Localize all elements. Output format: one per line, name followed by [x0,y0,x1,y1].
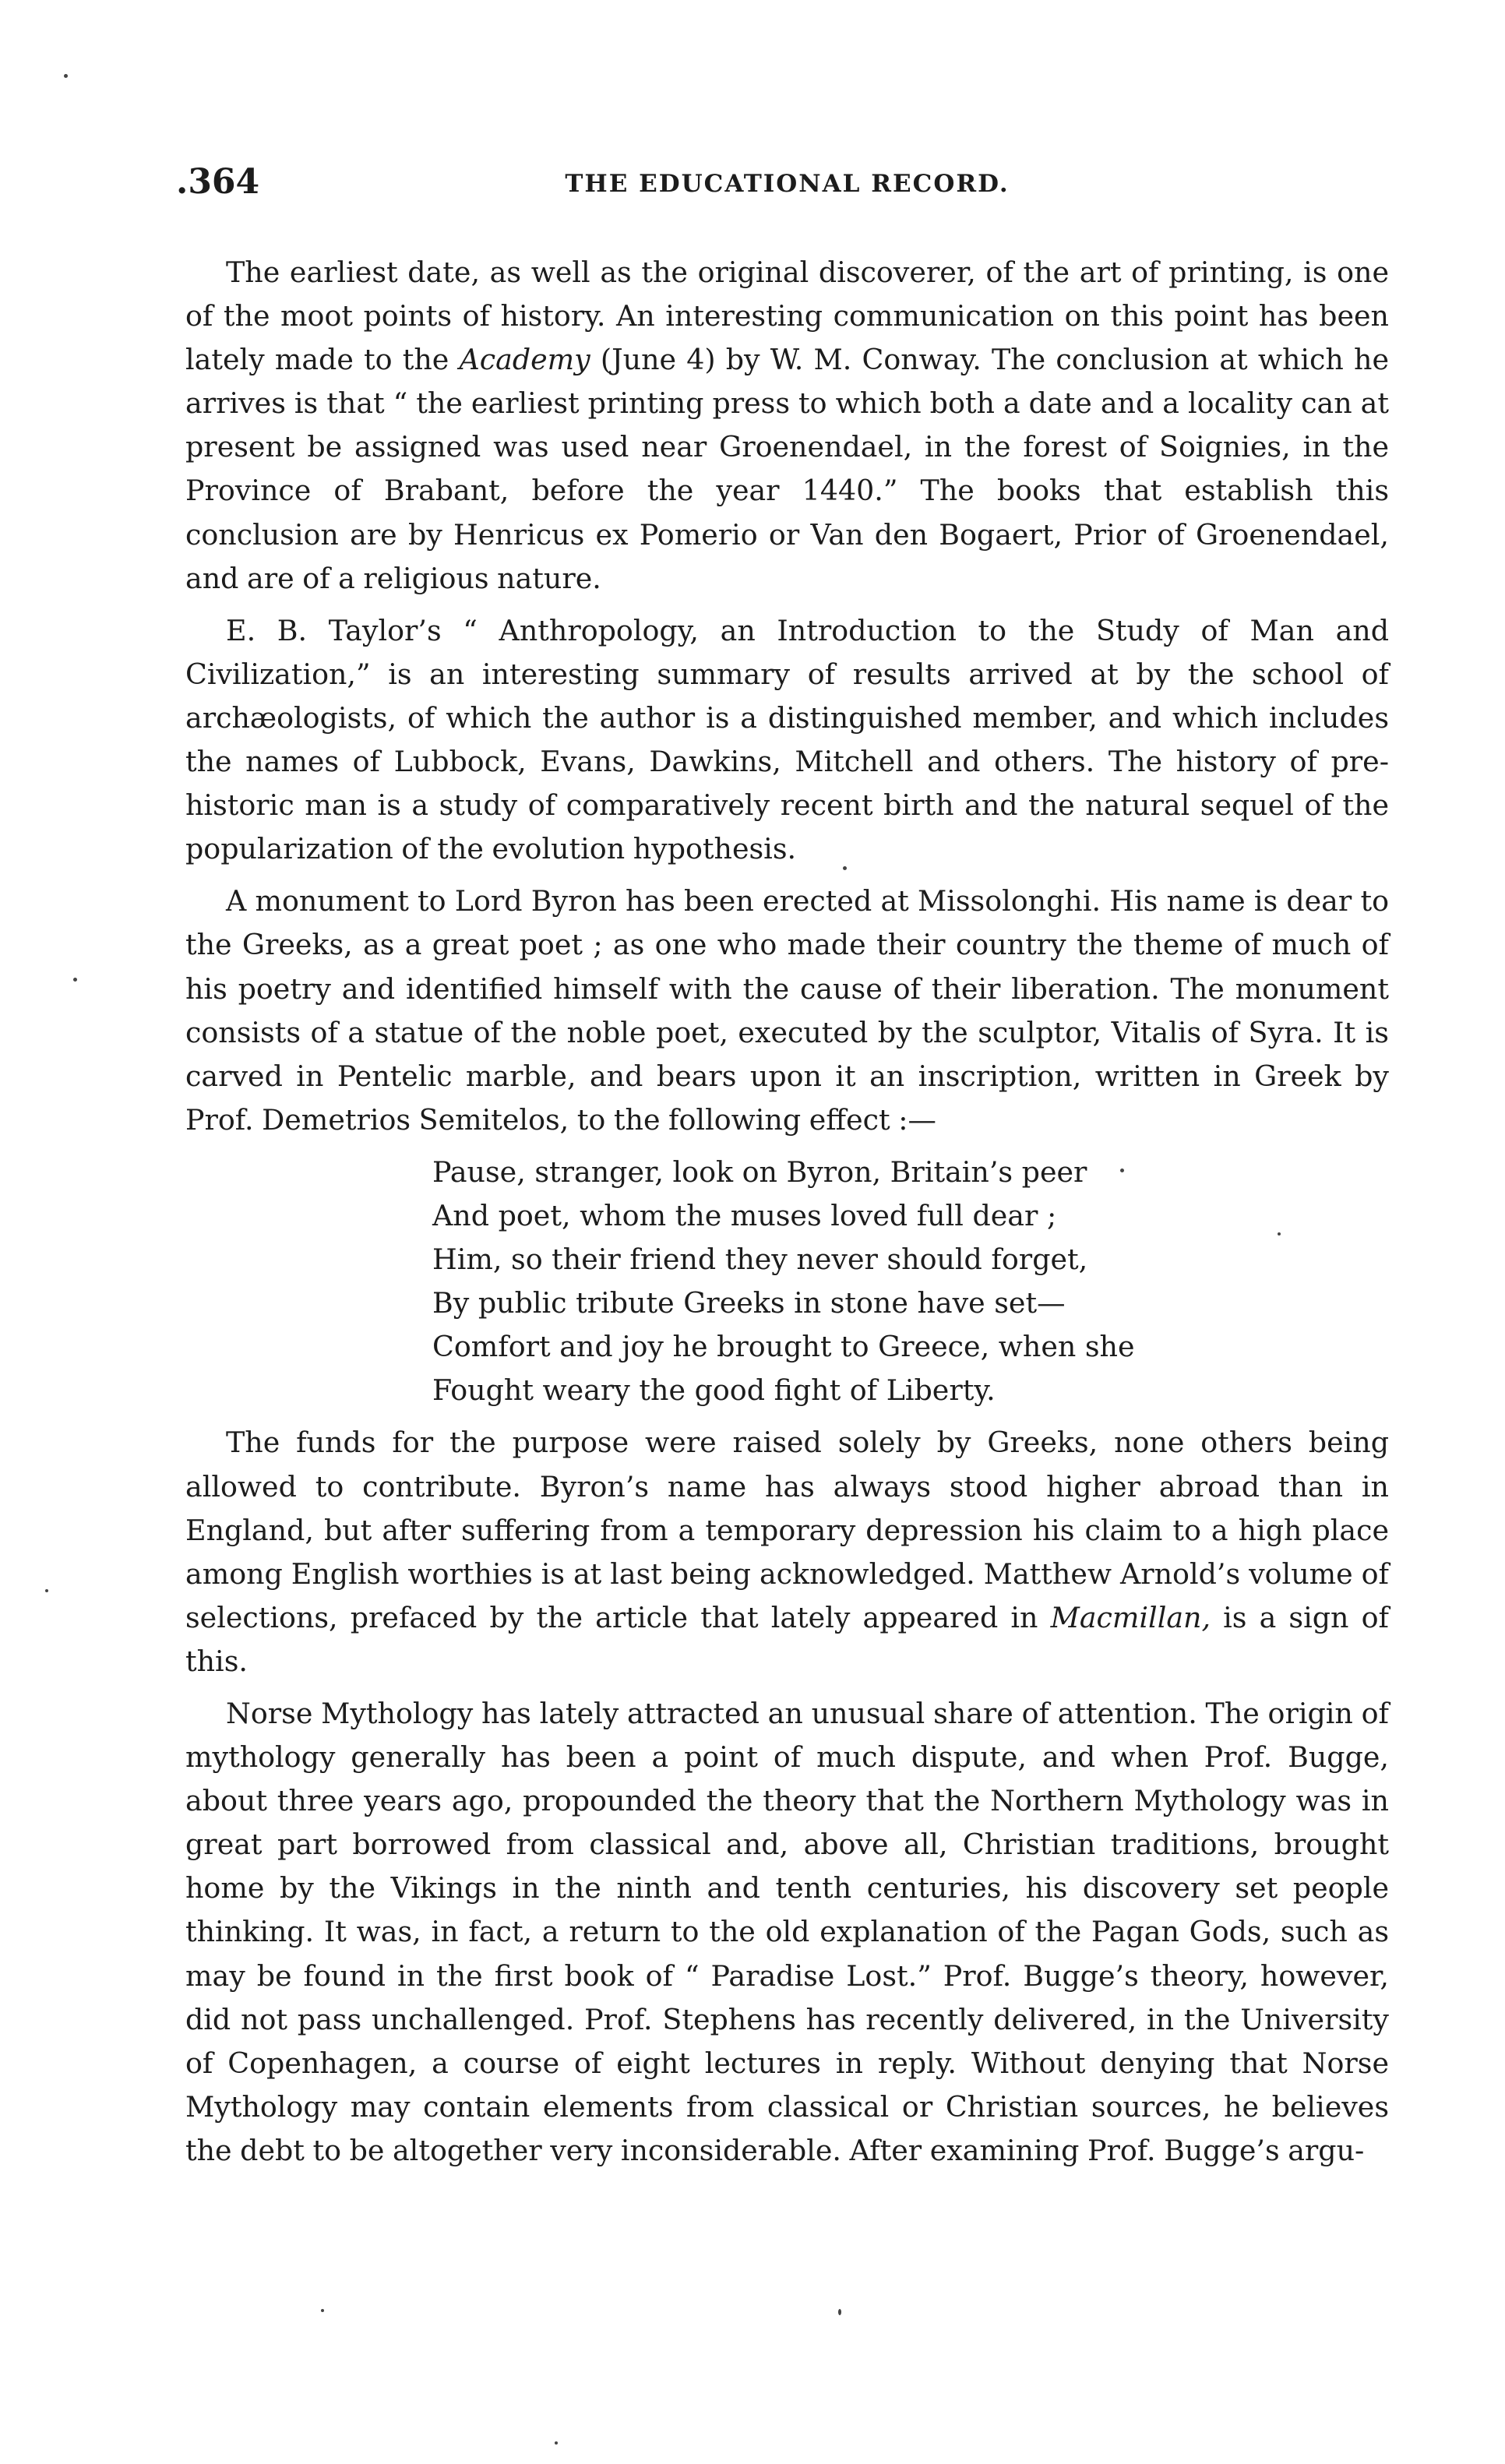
scan-speck [64,74,68,78]
paragraph-text: The earliest date, as well as the original discoverer, of the art of printing, is one of the moot points of history. An interesting communication on this point has been lately made to the [185,256,1389,377]
paragraph-anthropology: E. B. Taylor’s “ Anthropology, an Introduction to the Study of Man and Civilization,” is an interesting summary of results arrived at by the school of archæologists, of which the author is a distinguished member, and which includes the names of Lubbock, Evans, Dawkins, Mitchell and others. The history of pre-historic man is a study of comparatively recent birth and the natural sequel of the popularization of the evolution hypothesis. [185,613,1389,866]
page [176,162,1389,2173]
scan-speck [45,1589,48,1592]
italic-journal-title: Macmillan, [1050,1600,1211,1634]
paragraph-text: The funds for the purpose were raised solely by Greeks, none others being allowed to contribute. Byron’s name has always stood higher abroad than in England, but after suffering from a temporary depression his claim to a high place among English worthies is at last being acknowledged. Matthew Arnold’s volume of selections, prefaced by the article that lately appeared in [185,1426,1389,1634]
running-head: THE EDUCATIONAL RECORD. [565,170,1010,198]
paragraph-norse-mythology: Norse Mythology has lately attracted an unusual share of attention. The origin of mythology generally has been a point of much dispute, and when Prof. Bugge, about three years ago, propounded the theory that the Northern Mythology was in great part borrowed from classical and, above all, Christian traditions, brought home by the Vikings in the ninth and tenth centuries, his discovery set people thinking. It was, in fact, a return to the old explanation of the Pagan Gods, such as may be found in the first book of “ Paradise Lost.” Prof. Bugge’s theory, however, did not pass unchallenged. Prof. Stephens has recently delivered, in the University of Copenhagen, a course of eight lectures in reply. Without denying that Norse Mythology may contain elements from classical or Christian sources, he believes the debt to be altogether very inconsiderable. After examining Prof. Bugge’s argu- [185,1697,1389,2167]
scan-speck [73,978,77,982]
paragraph-byron-monument: A monument to Lord Byron has been erected at Missolonghi. His name is dear to the Greeks, as a great poet ; as one who made their country the theme of much of his poetry and identified himself with the cause of their liberation. The monument consists of a statue of the noble poet, executed by the sculptor, Vitalis of Syra. It is carved in Pentelic marble, and bears upon it an inscription, written in Greek by Prof. Demetrios Semitelos, to the following effect :— [185,884,1389,1137]
scan-speck [1120,1169,1124,1172]
paragraph-funds [185,1421,1389,1683]
poem-line: Him, so their friend they never should forget, [432,1243,1088,1277]
poem-line: By public tribute Greeks in stone have set— [432,1286,1066,1320]
poem-line: And poet, whom the muses loved full dear ; [432,1198,1057,1232]
scan-speck [555,2441,558,2445]
poem-line: Comfort and joy he brought to Greece, when she [432,1330,1135,1364]
scan-speck [321,2309,324,2312]
scan-speck [843,866,847,870]
scan-speck [838,2309,841,2315]
paragraph-text: (June 4) by W. M. Conway. The conclusion at which he arrives is that “ the earliest printing press to which both a date and a locality can at present be assigned was used near Groenendael, in the forest of Soignies, in the Province of Brabant, before the year 1440.” The books that establish this conclusion are by Henricus ex Pomerio or Van den Bogaert, Prior of Groenendael, and are of a religious nature. [185,343,1389,595]
paragraph-text: is a sign of this. [185,1600,1389,1678]
page-header [176,162,1389,217]
inscription-poem [432,1151,1389,1413]
paragraph-printing [185,251,1389,601]
italic-journal-title: Academy [459,343,590,377]
scan-speck [1278,1232,1281,1236]
poem-line: Fought weary the good fight of Liberty. [432,1373,996,1408]
page-number: .364 [176,162,260,202]
poem-line: Pause, stranger, look on Byron, Britain’s peer [432,1154,1087,1189]
